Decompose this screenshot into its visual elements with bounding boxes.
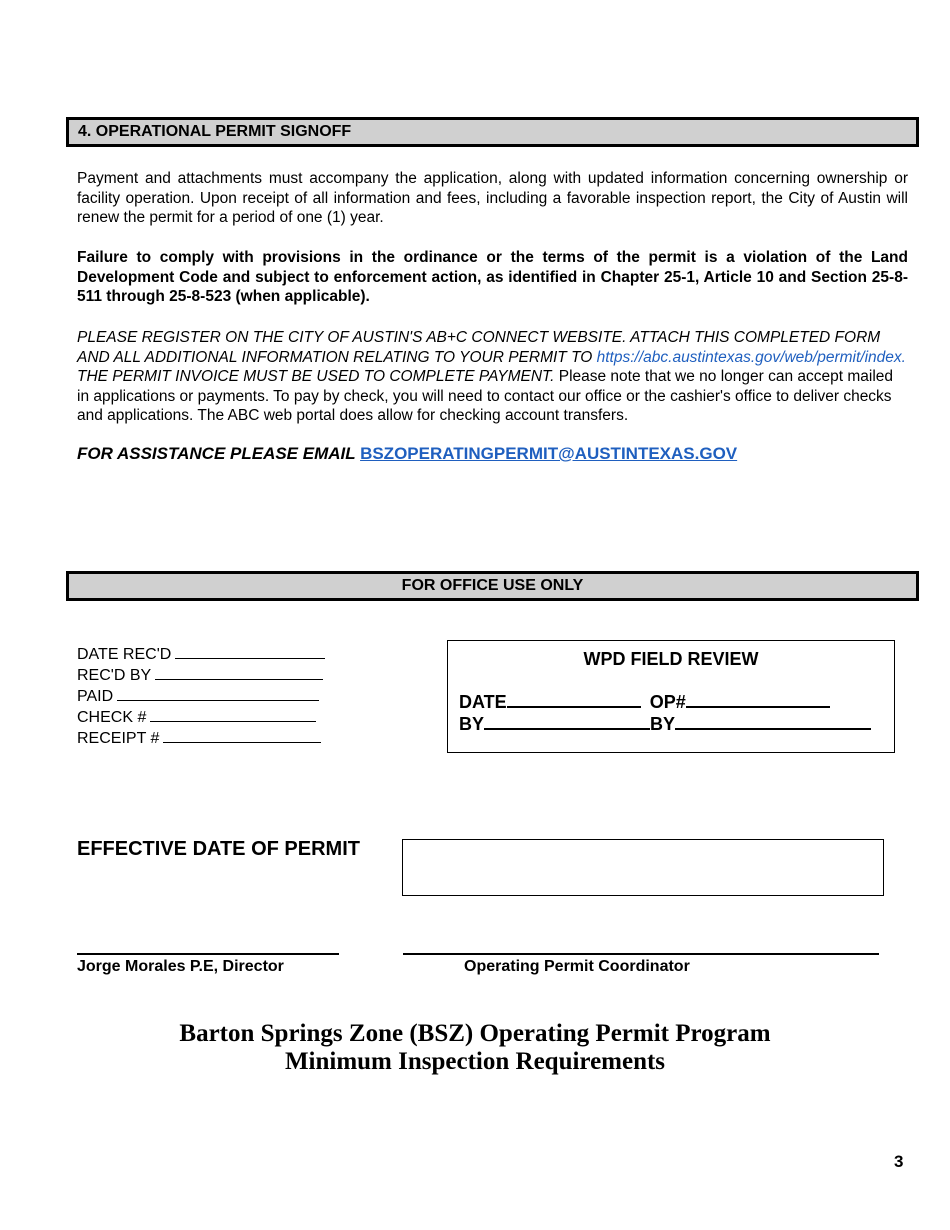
office-use-header [66, 571, 919, 601]
wpd-title: WPD FIELD REVIEW [583, 649, 759, 669]
coordinator-signature-label: Operating Permit Coordinator [464, 958, 690, 975]
wpd-by1-blank[interactable] [484, 712, 650, 730]
page-number: 3 [894, 1152, 904, 1171]
invoice-instructions: THE PERMIT INVOICE MUST BE USED TO COMPLETE PAYMENT. [77, 368, 555, 385]
field-date-recd: DATE REC'D [77, 644, 325, 665]
effective-date-input[interactable] [402, 839, 884, 896]
section-4-header [66, 117, 919, 147]
wpd-field-review-box [447, 640, 895, 753]
register-paragraph [77, 328, 908, 426]
effective-date-label: EFFECTIVE DATE OF PERMIT [77, 838, 360, 860]
footer-title-line-2: Minimum Inspection Requirements [284, 1048, 666, 1075]
director-signature-line[interactable] [77, 953, 339, 955]
register-instructions: PLEASE REGISTER ON THE CITY OF AUSTIN'S AB+C CONNECT WEBSITE. ATTACH THIS COMPLETED FORM AND ALL ADDITIONAL INFORMATION RELATING TO YOUR PERMIT TO [77, 329, 881, 366]
footer-title-line-1: Barton Springs Zone (BSZ) Operating Permit Program [179, 1020, 771, 1047]
payment-paragraph: Payment and attachments must accompany the application, along with updated information concerning ownership or facility operation. Upon receipt of all information and fees, including a favorable inspection report, the City of Austin will renew the permit for a period of one (1) year. [77, 170, 908, 226]
office-use-title: FOR OFFICE USE ONLY [401, 577, 584, 594]
wpd-by-row: BY BY [459, 712, 871, 735]
check-blank[interactable] [150, 707, 316, 722]
field-paid: PAID [77, 686, 319, 707]
paid-blank[interactable] [117, 686, 319, 701]
wpd-date-op-row: DATE OP# [459, 690, 830, 713]
next-page-title [0, 1020, 950, 1076]
wpd-op-blank[interactable] [686, 690, 830, 708]
assistance-label: FOR ASSISTANCE PLEASE EMAIL [77, 444, 361, 463]
director-signature-label: Jorge Morales P.E, Director [77, 958, 284, 975]
wpd-date-blank[interactable] [507, 690, 641, 708]
field-check: CHECK # [77, 707, 316, 728]
permit-portal-link[interactable]: https://abc.austintexas.gov/web/permit/index. [596, 348, 906, 366]
assistance-line [77, 444, 737, 464]
field-receipt: RECEIPT # [77, 728, 321, 749]
recd-by-blank[interactable] [155, 665, 323, 680]
coordinator-signature-line[interactable] [403, 953, 879, 955]
receipt-blank[interactable] [163, 728, 321, 743]
payment-notes: Please note that we no longer can accept mailed in applications or payments. To pay by check, you will need to contact our office or the cashier's office to deliver checks and applications. The ABC web portal does allow for checking account transfers. [77, 368, 894, 424]
wpd-by2-blank[interactable] [675, 712, 871, 730]
compliance-paragraph: Failure to comply with provisions in the ordinance or the terms of the permit is a violation of the Land Development Code and subject to enforcement action, as identified in Chapter 25-1, Article 10 and Section 25-8-511 through 25-8-523 (when applicable). [77, 249, 908, 305]
section-4-title: 4. OPERATIONAL PERMIT SIGNOFF [78, 123, 352, 140]
field-recd-by: REC'D BY [77, 665, 323, 686]
date-recd-blank[interactable] [175, 644, 325, 659]
assistance-email-link[interactable]: BSZOPERATINGPERMIT@AUSTINTEXAS.GOV [360, 444, 738, 463]
